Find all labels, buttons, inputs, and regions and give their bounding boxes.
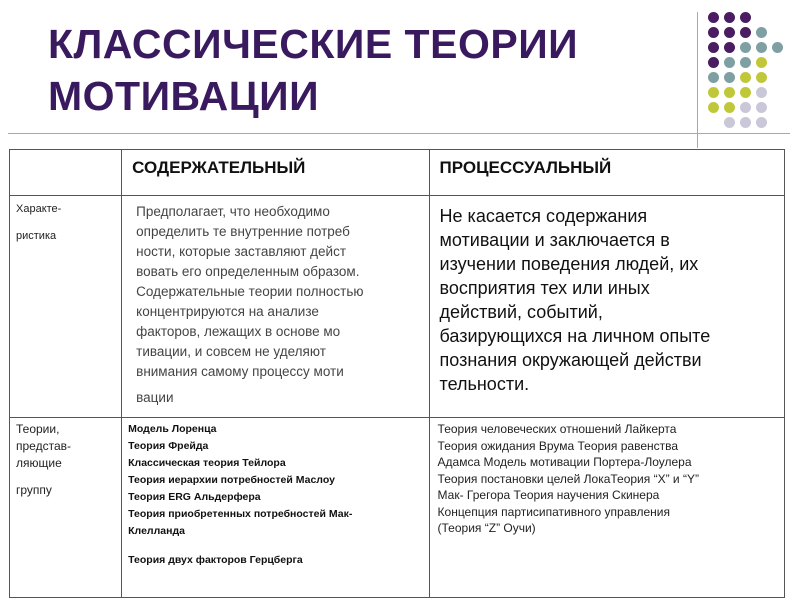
process-theory-line: Адамса Модель мотивации Портера-Лоулера xyxy=(437,455,692,469)
header-empty-cell xyxy=(10,150,122,196)
process-theory-line: Мак- Грегора Теория научения Скинера xyxy=(437,488,660,502)
content-theory-item: Теория иерархии потребностей Маслоу xyxy=(128,474,335,486)
header-content-cell xyxy=(122,150,429,196)
dot xyxy=(724,72,735,83)
content-theory-item: Теория двух факторов Герцберга xyxy=(128,554,303,566)
dot xyxy=(756,57,767,68)
content-description-cell xyxy=(122,196,429,418)
dot xyxy=(708,57,719,68)
dot xyxy=(740,72,751,83)
table-row-theories xyxy=(10,418,785,598)
dot xyxy=(756,72,767,83)
decorative-vertical-line xyxy=(697,12,698,148)
content-description-line: вовать его определенным образом. xyxy=(136,264,360,279)
dot xyxy=(724,42,735,53)
theories-table xyxy=(9,149,785,598)
content-description-line: Содержательные теории полностью xyxy=(136,284,364,299)
row-label-cell xyxy=(10,418,122,598)
content-theory-item: Теория приобретенных потребностей Мак- xyxy=(128,508,353,520)
dot xyxy=(708,72,719,83)
process-description-line: Не касается содержания xyxy=(439,206,648,226)
slide-title-line-2: МОТИВАЦИИ xyxy=(48,73,320,119)
dot xyxy=(724,102,735,113)
content-description-line: внимания самому процессу моти xyxy=(136,364,344,379)
process-theory-line: (Теория “Z” Оучи) xyxy=(437,521,536,535)
content-theories-cell xyxy=(122,418,429,598)
dot xyxy=(756,42,767,53)
dot xyxy=(756,87,767,98)
process-description-cell xyxy=(429,196,784,418)
row-label-line: представ- xyxy=(16,439,71,453)
slide-title xyxy=(48,18,648,122)
dot xyxy=(724,87,735,98)
table-row-characteristic xyxy=(10,196,785,418)
content-theory-item: Модель Лоренца xyxy=(128,423,217,435)
process-description-line: изучении поведения людей, их xyxy=(439,254,699,274)
process-theory-line: Теория ожидания Врума Теория равенства xyxy=(437,438,679,453)
row-label-cell xyxy=(10,196,122,418)
dot xyxy=(708,87,719,98)
row-label-line: группу xyxy=(16,483,52,497)
dot xyxy=(708,27,719,38)
dot xyxy=(740,102,751,113)
content-theory-item: Клелланда xyxy=(128,525,185,537)
dot xyxy=(740,12,751,23)
content-description-line: тивации, и совсем не уделяют xyxy=(136,344,326,359)
slide-title-line-1: КЛАССИЧЕСКИЕ ТЕОРИИ xyxy=(48,21,579,67)
row-label-line: Теории, xyxy=(16,422,60,436)
dot xyxy=(740,87,751,98)
process-theory-line: Теория постановки целей ЛокаТеория “X” и “Y” xyxy=(437,471,699,486)
process-theories-cell xyxy=(429,418,784,598)
dot xyxy=(756,117,767,128)
dot xyxy=(708,42,719,53)
header-content-label: СОДЕРЖАТЕЛЬНЫЙ xyxy=(132,158,306,177)
dot xyxy=(740,117,751,128)
content-description-line: факторов, лежащих в основе мо xyxy=(136,324,341,339)
content-description-line: определить те внутренние потреб xyxy=(136,224,350,239)
content-description-line: Предполагает, что необходимо xyxy=(136,204,330,219)
row-label-line: ристика xyxy=(16,230,57,242)
content-theory-item: Теория Фрейда xyxy=(128,440,209,452)
dot xyxy=(740,42,751,53)
dot xyxy=(724,12,735,23)
content-description-line: вации xyxy=(136,390,174,405)
dot xyxy=(708,102,719,113)
process-theory-line: Теория человеческих отношений Лайкерта xyxy=(437,422,677,436)
dot xyxy=(724,27,735,38)
row-label-line: Характе- xyxy=(16,203,62,215)
content-theory-item: Классическая теория Тейлора xyxy=(128,457,286,469)
process-description-line: восприятия тех или иных xyxy=(439,278,650,298)
process-description-line: базирующихся на личном опыте xyxy=(439,326,711,346)
dot xyxy=(756,102,767,113)
dot xyxy=(724,57,735,68)
dot xyxy=(708,12,719,23)
process-theory-line: Концепция партисипативного управления xyxy=(437,504,670,519)
content-theory-item: Теория ERG Альдерфера xyxy=(128,491,261,503)
dot xyxy=(740,57,751,68)
process-description-line: мотивации и заключается в xyxy=(439,230,670,250)
header-process-label: ПРОЦЕССУАЛЬНЫЙ xyxy=(439,158,612,177)
dot xyxy=(772,42,783,53)
table-header-row xyxy=(10,150,785,196)
content-description-line: ности, которые заставляют дейст xyxy=(136,244,347,259)
process-description-line: познания окружающей действи xyxy=(439,350,702,370)
header-process-cell xyxy=(429,150,784,196)
content-description-line: концентрируются на анализе xyxy=(136,304,319,319)
dot xyxy=(756,27,767,38)
dot xyxy=(724,117,735,128)
dot xyxy=(740,27,751,38)
decorative-horizontal-line xyxy=(8,133,790,134)
process-description-line: действий, событий, xyxy=(439,302,603,322)
row-label-line: ляющие xyxy=(16,456,62,470)
process-description-line: тельности. xyxy=(439,374,530,394)
